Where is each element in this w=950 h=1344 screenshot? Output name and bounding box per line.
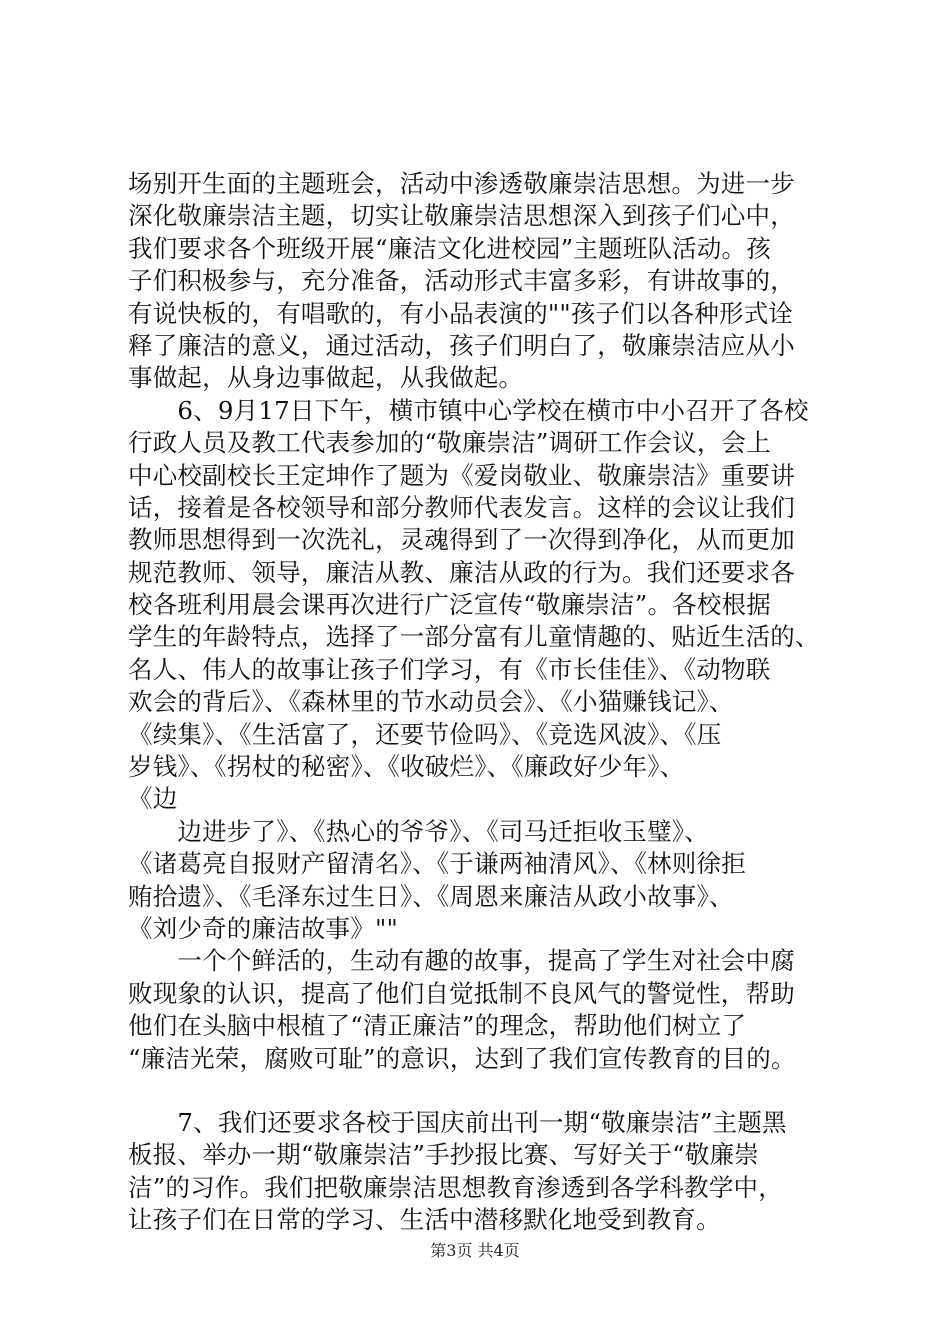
text-line: 《诸葛亮自报财产留清名》、《于谦两袖清风》、《林则徐拒 [128,849,746,879]
text-line: 子们积极参与，充分准备，活动形式丰富多彩，有讲故事的， [128,266,795,296]
text-line: 话，接着是各校领导和部分教师代表发言。这样的会议让我们 [128,492,795,522]
text-line: 名人、伟人的故事让孩子们学习，有《市长佳佳》、《动物联 [128,654,771,684]
text-line: 学生的年龄特点，选择了一部分富有儿童情趣的、贴近生活的、 [128,622,820,652]
text-line: 洁”的习作。我们把敬廉崇洁思想教育渗透到各学科教学中， [128,1172,783,1202]
text-line: 他们在头脑中根植了“清正廉洁”的理念，帮助他们树立了 [128,1011,747,1041]
text-line: 规范教师、领导，廉洁从教、廉洁从政的行为。我们还要求各 [128,557,795,587]
text-line: 一个个鲜活的，生动有趣的故事，提高了学生对社会中腐 [128,946,795,976]
text-line: 《边 [128,784,178,814]
text-line: 《续集》、《生活富了，还要节俭吗》、《竞选风波》、《压 [128,719,722,749]
text-line: 贿拾遗》、《毛泽东过生日》、《周恩来廉洁从政小故事》、 [128,881,734,911]
text-line: 7、我们还要求各校于国庆前出刊一期“敬廉崇洁”主题黑 [128,1107,787,1137]
text-line: 让孩子们在日常的学习、生活中潜移默化地受到教育。 [128,1205,721,1235]
text-line: 中心校副校长王定坤作了题为《爱岗敬业、敬廉崇洁》重要讲 [128,460,795,490]
text-line: 边进步了》、《热心的爷爷》、《司马迁拒收玉璧》、 [128,816,709,846]
text-line: 深化敬廉崇洁主题，切实让敬廉崇洁思想深入到孩子们心中， [128,201,795,231]
text-line: 行政人员及教工代表参加的“敬廉崇洁”调研工作会议，会上 [128,428,771,458]
text-line: “廉洁光荣，腐败可耻”的意识，达到了我们宣传教育的目的。 [128,1043,796,1073]
text-line: 校各班利用晨会课再次进行广泛宣传“敬廉崇洁”。各校根据 [128,590,771,620]
text-line: 有说快板的，有唱歌的，有小品表演的""孩子们以各种形式诠 [128,298,794,328]
document-body [128,168,836,1237]
text-line: 教师思想得到一次洗礼，灵魂得到了一次得到净化，从而更加 [128,525,795,555]
text-line: 欢会的背后》、《森林里的节水动员会》、《小猫赚钱记》、 [128,687,734,717]
text-line: 板报、举办一期“敬廉崇洁”手抄报比赛、写好关于“敬廉崇 [128,1140,759,1170]
paragraph-gap [128,1075,836,1107]
text-line: 6、9月17日下午，横市镇中心学校在横市中小召开了各校 [128,395,809,425]
text-line: 我们要求各个班级开展“廉洁文化进校园”主题班队活动。孩 [128,233,771,263]
text-line: 事做起，从身边事做起，从我做起。 [128,363,524,393]
text-line: 《刘少奇的廉洁故事》"" [128,913,398,943]
text-line: 败现象的认识，提高了他们自觉抵制不良风气的警觉性，帮助 [128,978,795,1008]
page-number-footer: 第3页 共4页 [430,1241,520,1260]
text-line: 场别开生面的主题班会，活动中渗透敬廉崇洁思想。为进一步 [128,169,795,198]
text-line: 岁钱》、《拐杖的秘密》、《收破烂》、《廉政好少年》、 [128,752,685,782]
text-line: 释了廉洁的意义，通过活动，孩子们明白了，敬廉崇洁应从小 [128,330,795,360]
